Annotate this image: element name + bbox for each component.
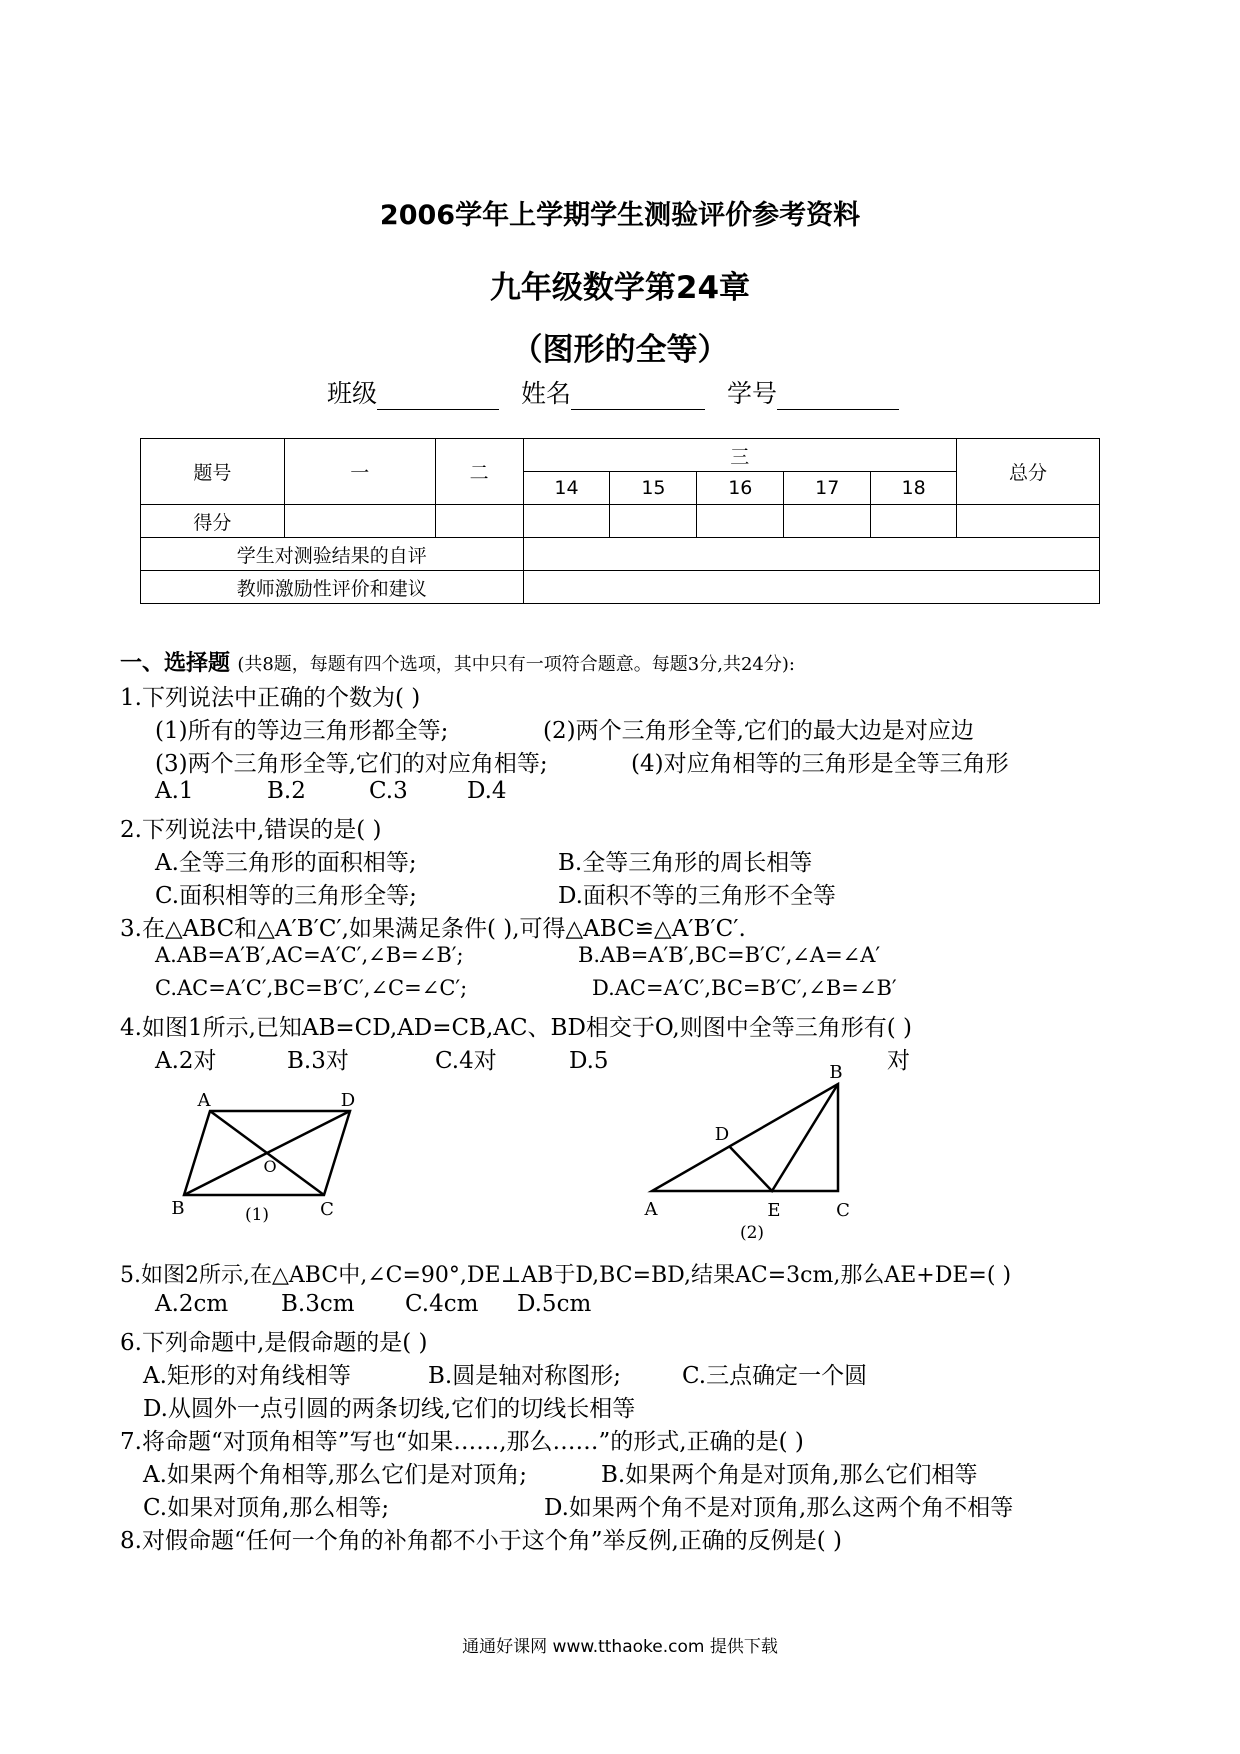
score-cell [957,505,1100,538]
title-source: 2006学年上学期学生测验评价参考资料 [379,200,861,231]
title-chapter: 九年级数学第24章 [489,270,751,306]
teacher-eval-cell [523,571,1099,604]
q4-option-b: B.3对 [287,1048,349,1074]
q4-option-d-unit: 对 [887,1048,910,1074]
q7-options-row1 [143,1456,978,1489]
q1-statement2: (2)两个三角形全等,它们的最大边是对应边 [543,718,974,744]
number-blank [777,385,899,410]
section1-heading [120,646,795,677]
q2-option-b: B.全等三角形的周长相等 [558,850,813,876]
score-cell [784,505,871,538]
self-eval-label: 学生对测验结果的自评 [141,538,524,571]
header-q14: 14 [523,472,610,505]
header-q18: 18 [871,472,957,505]
class-blank [377,385,499,410]
figure1-caption: (1) [244,1205,270,1225]
score-cell [610,505,697,538]
q7-stem: 7.将命题“对顶角相等”写也“如果……,那么……”的形式,正确的是( ) [120,1429,804,1455]
q2-options-row1 [155,844,812,877]
q6-option-d: D.从圆外一点引圆的两条切线,它们的切线长相等 [143,1396,636,1422]
title-topic: （图形的全等） [511,332,729,368]
name-blank [571,385,705,410]
score-cell [871,505,957,538]
q3-options-row2 [155,976,897,1000]
figure1-label-d: D [340,1090,356,1111]
student-info-line [0,374,1240,410]
q1-option-a: A.1 [155,778,194,804]
q5-options [155,1291,591,1317]
q1-option-c: C.3 [369,778,408,804]
q5-option-d: D.5cm [517,1291,592,1317]
section1-note: (共8题，每题有四个选项，其中只有一项符合题意。每题3分,共24分): [237,654,795,675]
score-cell [697,505,784,538]
figure2-label-a: A [644,1199,658,1220]
score-table [140,438,1100,604]
q6-option-c: C.三点确定一个圆 [682,1363,868,1389]
q7-option-a: A.如果两个角相等,那么它们是对顶角; [143,1462,527,1488]
q1-option-b: B.2 [267,778,306,804]
header-q17: 17 [784,472,871,505]
q1-statements-row2 [155,745,1009,778]
figure2-label-c: C [836,1200,850,1221]
figure1-parallelogram [160,1090,380,1230]
figure1-diagonal-bd [184,1111,350,1195]
q7-option-c: C.如果对顶角,那么相等; [143,1495,390,1521]
header-part2: 二 [435,439,523,505]
score-cell [284,505,435,538]
score-cell [435,505,523,538]
q3-option-d: D.AC=A′C′,BC=B′C′,∠B=∠B′ [592,976,897,1000]
self-eval-cell [523,538,1099,571]
q7-option-b: B.如果两个角是对顶角,那么它们相等 [601,1462,978,1488]
q6-option-b: B.圆是轴对称图形; [428,1363,621,1389]
q1-statement4: (4)对应角相等的三角形是全等三角形 [631,751,1009,777]
header-question-no: 题号 [141,439,285,505]
q1-statement3: (3)两个三角形全等,它们的对应角相等; [155,751,548,777]
teacher-eval-label: 教师激励性评价和建议 [141,571,524,604]
header-total: 总分 [957,439,1100,505]
q6-options-row1 [143,1357,867,1390]
class-label: 班级 [327,379,378,408]
q3-stem: 3.在△ABC和△A′B′C′,如果满足条件( ),可得△ABC≌△A′B′C′. [120,916,746,942]
q5-option-a: A.2cm [155,1291,229,1317]
q7-options-row2 [143,1489,1013,1522]
q5-stem: 5.如图2所示,在△ABC中,∠C=90°,DE⊥AB于D,BC=BD,结果AC=3cm,那么AE+DE=( ) [120,1263,1012,1288]
q3-option-a: A.AB=A′B′,AC=A′C′,∠B=∠B′; [155,943,464,967]
score-label: 得分 [141,505,285,538]
q4-option-a: A.2对 [155,1048,217,1074]
q5-option-c: C.4cm [405,1291,479,1317]
figure1-label-a: A [197,1090,211,1111]
q1-stem: 1.下列说法中正确的个数为( ) [120,685,421,711]
section1-title: 一、选择题 [120,651,231,676]
q3-option-b: B.AB=A′B′,BC=B′C′,∠A=∠A′ [578,943,881,967]
q4-option-c: C.4对 [435,1048,497,1074]
number-label: 学号 [726,379,777,408]
q4-option-d: D.5 [569,1048,609,1074]
header-q15: 15 [610,472,697,505]
q6-stem: 6.下列命题中,是假命题的是( ) [120,1330,428,1356]
figure1-label-c: C [320,1199,334,1220]
q1-option-d: D.4 [467,778,507,804]
q7-option-d: D.如果两个角不是对顶角,那么这两个角不相等 [544,1495,1014,1521]
figure1-label-b: B [171,1198,185,1219]
figure2-caption: (2) [739,1223,765,1243]
q1-statements-row1 [155,712,974,745]
figure2-triangle [640,1060,880,1250]
figure2-label-b: B [829,1062,843,1083]
q3-option-c: C.AC=A′C′,BC=B′C′,∠C=∠C′; [155,976,468,1000]
figure1-label-o: O [263,1157,277,1176]
q2-options-row2 [155,877,836,910]
figure2-label-d: D [714,1124,730,1145]
q2-stem: 2.下列说法中,错误的是( ) [120,817,382,843]
q2-option-c: C.面积相等的三角形全等; [155,883,417,909]
q6-option-a: A.矩形的对角线相等 [143,1363,351,1389]
header-q16: 16 [697,472,784,505]
q4-stem: 4.如图1所示,已知AB=CD,AD=CB,AC、BD相交于O,则图中全等三角形有( ) [120,1015,912,1041]
q1-statement1: (1)所有的等边三角形都全等; [155,718,449,744]
figure2-label-e: E [767,1200,781,1221]
q5-option-b: B.3cm [281,1291,355,1317]
q1-options [155,778,507,804]
score-cell [523,505,610,538]
header-part1: 一 [284,439,435,505]
q2-option-a: A.全等三角形的面积相等; [155,850,417,876]
q8-stem: 8.对假命题“任何一个角的补角都不小于这个角”举反例,正确的反例是( ) [120,1528,843,1554]
q2-option-d: D.面积不等的三角形不全等 [558,883,836,909]
header-part3: 三 [523,439,957,472]
name-label: 姓名 [520,379,571,408]
page-footer: 通通好课网 www.tthaoke.com 提供下载 [462,1637,778,1657]
q3-options-row1 [155,943,880,967]
figure2-outline [652,1084,838,1191]
